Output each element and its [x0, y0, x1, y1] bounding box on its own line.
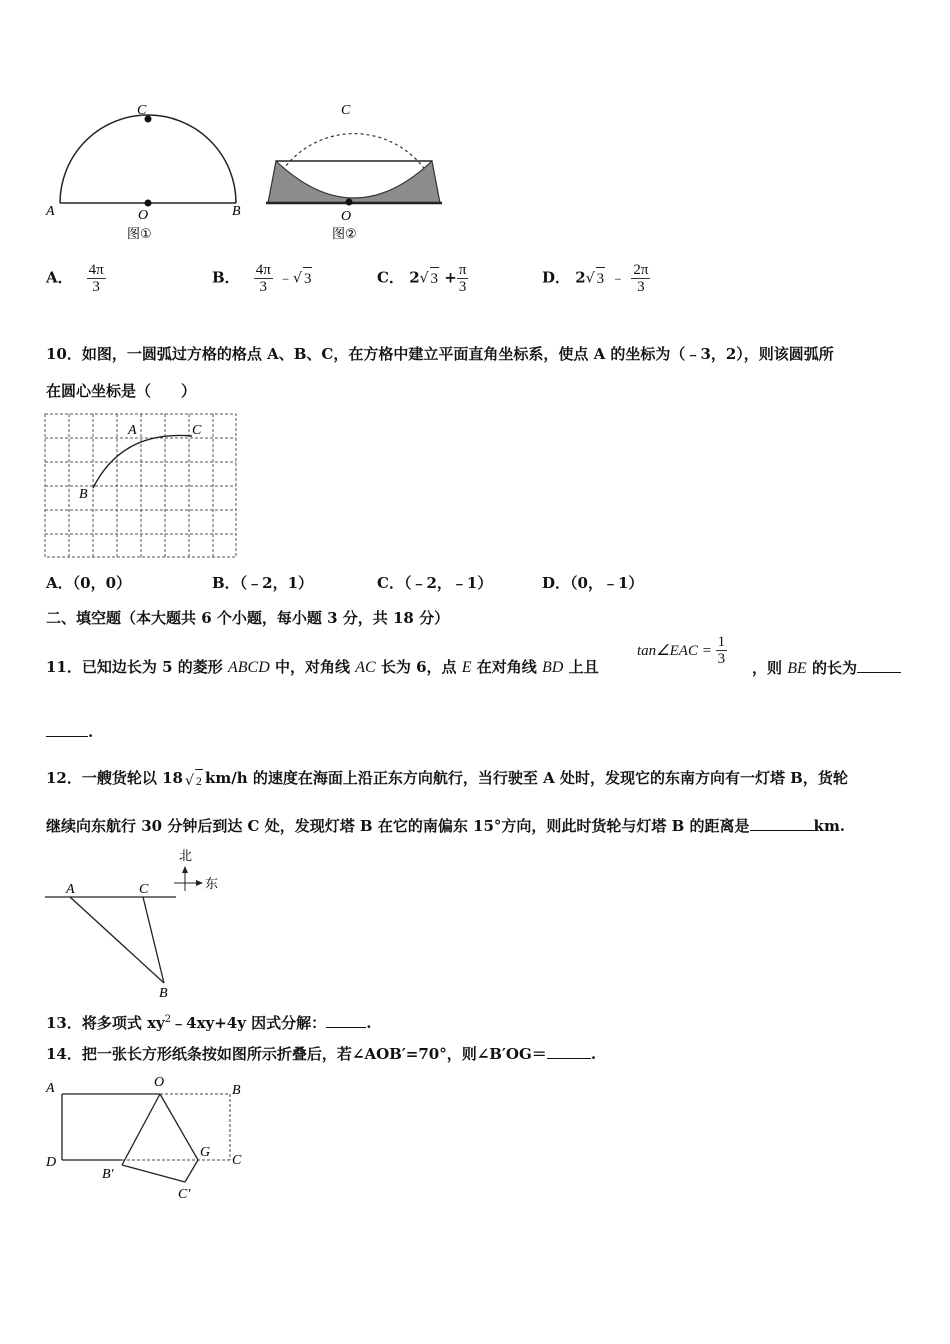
q10-label-a: A: [128, 423, 137, 438]
q12-label-a: A: [66, 882, 75, 897]
q14-answer-blank[interactable]: [547, 1042, 591, 1059]
fig2-label-o: O: [341, 209, 352, 224]
q9-figure-1: [40, 95, 250, 250]
q10-option-a: A．（0，0）: [46, 574, 132, 592]
q9-option-b: B． $\frac{4\pi}{3}$ ﹣√ 3: [212, 262, 312, 295]
fig2-label-c: C: [341, 103, 351, 118]
fig1-label-o: O: [138, 208, 149, 223]
q14-label-d: D: [46, 1155, 57, 1170]
q11-line-1-end: ，则 BE 的长为: [752, 656, 901, 680]
q9-option-a: A． $\frac{4\pi}{3}$: [46, 262, 104, 295]
q14-figure: [40, 1070, 255, 1205]
q14-label-b: B: [232, 1083, 241, 1098]
fig1-caption: 图①: [127, 227, 152, 242]
q14-label-o: O: [154, 1075, 165, 1090]
fig1-label-a: A: [46, 204, 55, 219]
q14-label-bp: B′: [102, 1167, 114, 1182]
q13-line: 13．将多项式 $xy^2﹣4xy+4y$ 因式分解： .: [46, 1009, 371, 1034]
q13-answer-blank[interactable]: [326, 1011, 366, 1028]
fig1-label-b: B: [232, 204, 241, 219]
q11-line-2: .: [46, 720, 93, 743]
q11-line-1: 11．已知边长为 5 的菱形 ABCD 中，对角线 AC 长为 6，点 E 在对角线 BD 上且: [46, 658, 599, 676]
q14-label-a: A: [46, 1081, 55, 1096]
q12-line-2: 继续向东航行 30 分钟后到达 C 处，发现灯塔 B 在它的南偏东 15°方向，则此时货轮与灯塔 B 的距离是 km.: [46, 814, 845, 837]
q14-label-cp: C′: [178, 1187, 191, 1202]
q10-line-1: 10．如图，一圆弧过方格的格点 A、B、C，在方格中建立平面直角坐标系，使点 A 的坐标为（﹣3，2），则该圆弧所: [46, 345, 834, 363]
q11-answer-blank-cont[interactable]: [46, 720, 88, 737]
q9-option-d: D． 2√ 3 ﹣ $\frac{2\pi}{3}$: [542, 262, 649, 295]
fig2-caption: 图②: [332, 227, 357, 242]
q10-label-b: B: [79, 487, 88, 502]
section-2-heading: 二、填空题（本大题共 6 个小题，每小题 3 分，共 18 分）: [46, 609, 450, 627]
fig1-label-c: C: [137, 103, 147, 118]
q9-option-c: C． 2√ 3 + $\frac{\pi}{3}$: [377, 262, 467, 295]
q11-answer-blank[interactable]: [857, 656, 901, 673]
q12-label-c: C: [139, 882, 149, 897]
q10-option-c: C．（﹣2，﹣1）: [377, 574, 493, 592]
q10-line-2: 在圆心坐标是（ ）: [46, 382, 197, 400]
q11-tan-expression: tan∠EAC = $\frac{1}{3}$: [637, 634, 726, 667]
q10-option-d: D．（0，﹣1）: [542, 574, 644, 592]
q9-figure-2: [258, 95, 453, 250]
q14-label-c: C: [232, 1153, 242, 1168]
q14-line: 14．把一张长方形纸条按如图所示折叠后，若∠AOB′=70°，则∠B′OG＝ .: [46, 1042, 596, 1065]
q12-line-1: 12．一艘货轮以 18 √ 2 km/h 的速度在海面上沿正东方向航行，当行驶至 A 处时，发现它的东南方向有一灯塔 B，货轮: [46, 767, 848, 789]
q10-label-c: C: [192, 423, 202, 438]
q10-grid-figure: [40, 408, 245, 563]
q12-label-east: 东: [205, 877, 219, 892]
q14-label-g: G: [200, 1145, 211, 1160]
q12-label-b: B: [159, 986, 168, 1000]
q12-answer-blank[interactable]: [750, 814, 814, 831]
q10-option-b: B．（﹣2，1）: [212, 574, 314, 592]
q12-label-north: 北: [179, 849, 193, 864]
q12-figure: [40, 845, 240, 1000]
